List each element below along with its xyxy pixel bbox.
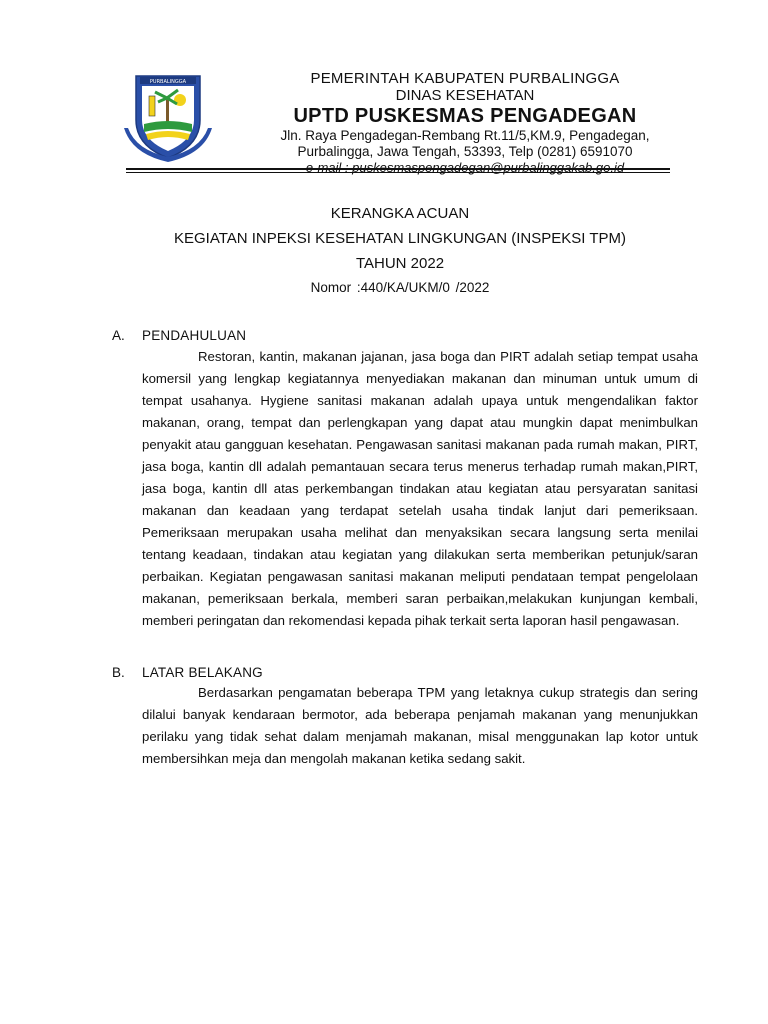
letterhead-divider-thin — [126, 172, 670, 173]
document-year: TAHUN 2022 — [355, 255, 445, 272]
section-b-letter: B. — [112, 665, 125, 680]
document-subtitle: KEGIATAN INPEKSI KESEHATAN LINGKUNGAN (INSPEKSI TPM) — [173, 230, 627, 247]
letterhead — [230, 70, 700, 175]
government-name: PEMERINTAH KABUPATEN PURBALINGGA — [310, 70, 620, 87]
letterhead-divider-thick — [126, 168, 670, 170]
section-b-heading: LATAR BELAKANG — [142, 665, 263, 680]
emblem-ribbon-text: PURBALINGGA — [149, 79, 187, 85]
department-name: DINAS KESEHATAN — [395, 87, 535, 104]
section-a-letter: A. — [112, 328, 125, 343]
section-b-paragraph: Berdasarkan pengamatan beberapa TPM yang letaknya cukup strategis dan sering dilalui banyak kendaraan bermotor, ada beberapa penjamah makanan yang menunjukkan perilaku yang tidak sehat dalam menjamah makanan, misal menggunakan lap kotor untuk membersihkan meja dan mengolah makanan ketika sedang sakit. — [142, 685, 698, 766]
document-number: Nomor :440/KA/UKM/0 /2022 — [310, 280, 490, 295]
address-line-1: Jln. Raya Pengadegan-Rembang Rt.11/5,KM.9, Pengadegan, — [280, 128, 650, 143]
section-a-heading: PENDAHULUAN — [142, 328, 247, 343]
section-a-paragraph: Restoran, kantin, makanan jajanan, jasa boga dan PIRT adalah setiap tempat usaha komersil yang lengkap kegiatannya menyediakan makanan dan minuman untuk umum di tempat usahanya. Hygiene sanitasi makanan adalah upaya untuk mengendalikan faktor makanan, orang, tempat dan perlengkapan yang dapat atau mungkin dapat menimbulkan penyakit atau gangguan kesehatan. Pengawasan sanitasi makanan pada rumah makan, PIRT, jasa boga, kantin dll adalah pemantauan secara terus menerus terhadap rumah makan,PIRT, jasa boga, kantin dll atas perkembangan tindakan atau kegiatan atau persyaratan sanitasi makanan dan keadaan yang terdapat setelah usaha tindak lanjut dari pemeriksaan. Pemeriksaan merupakan usaha melihat dan menyaksikan secara langsung serta menilai tentang keadaan, tindakan atau kegiatan yang dilakukan serta memberikan petunjuk/saran perbaikan. Kegiatan pengawasan sanitasi makanan meliputi pendataan tempat pengelolaan makanan, pemeriksaan berkala, memberi saran perbaikan,melakukan kunjungan kembali, memberi peringatan dan rekomendasi kepada pihak terkait serta laporan hasil pengawasan. — [142, 349, 698, 628]
institution-name: UPTD PUSKESMAS PENGADEGAN — [293, 105, 637, 127]
document-title: KERANGKA ACUAN — [330, 205, 470, 222]
address-line-2: Purbalingga, Jawa Tengah, 53393, Telp (0281) 6591070 — [297, 144, 633, 159]
regency-emblem-logo — [122, 68, 214, 164]
